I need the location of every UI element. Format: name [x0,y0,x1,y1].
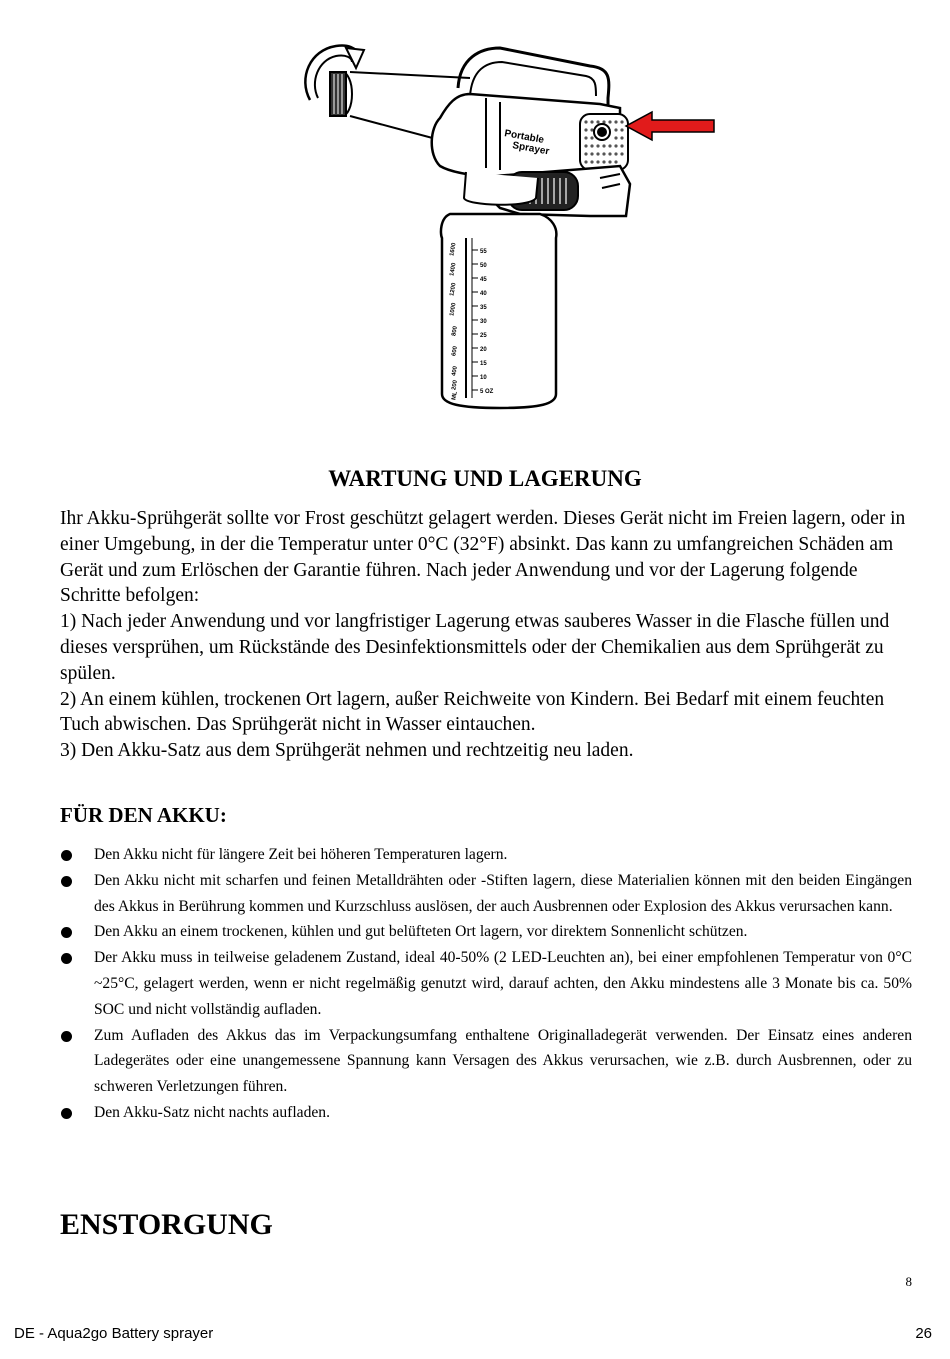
bullet-icon [61,927,72,938]
maintenance-step-1: 1) Nach jeder Anwendung und vor langfristiger Lagerung etwas sauberes Wasser in die Flasche füllen und dieses versprühen, um Rückstände des Desinfektionsmittels oder der Chemikalien aus dem Sprühgerät zu spülen. [60,611,890,684]
list-item [60,868,912,920]
scale-left-1: 1600 [449,242,458,257]
scale-right-11: 5 OZ [480,389,494,395]
scale-right-6: 30 [480,319,487,325]
section-heading-akku: FÜR DEN AKKU: [60,803,227,827]
bullet-icon [61,876,72,887]
bullet-icon [61,850,72,861]
list-item-text: Den Akku nicht mit scharfen und feinen Metalldrähten oder -Stiften lagern, diese Materialien können mit den beiden Eingängen des Akkus in Berührung kommen und Kurzschluss auslösen, der auch Ausbrennen oder Explosion des Akkus verursachen kann. [94,871,912,915]
list-item [60,842,912,868]
section-heading-wartung: WARTUNG UND LAGERUNG [328,466,642,491]
list-item [60,919,912,945]
page-number: 8 [905,1274,912,1289]
scale-right-4: 40 [480,291,487,297]
footer-page-number: 26 [915,1325,932,1342]
scale-left-2: 1400 [449,262,458,277]
device-label-line1: Portable [503,128,545,146]
list-item-text: Der Akku muss in teilweise geladenem Zustand, ideal 40-50% (2 LED-Leuchten an), bei einer empfohlenen Temperatur von 0°C ~25°C, gelagert werden, wenn er nicht regelmäßig genutzt wird, darauf achten, den Akku mindestens alle 3 Monate bis ca. 50% SOC und nicht vollständig aufladen. [94,949,912,1018]
bullet-icon [61,1108,72,1119]
footer-document-title: DE - Aqua2go Battery sprayer [14,1325,214,1342]
scale-left-4: 1000 [449,302,458,317]
scale-left-5: 800 [451,325,459,337]
scale-right-5: 35 [480,305,487,311]
scale-right-1: 55 [480,249,487,255]
battery-list [60,842,912,1126]
scale-right-7: 25 [480,333,487,339]
maintenance-step-2: 2) An einem kühlen, trockenen Ort lagern, außer Reichweite von Kindern. Bei Bedarf mit einem feuchten Tuch abwischen. Das Sprühgerät nicht in Wasser eintauchen. [60,688,885,736]
list-item [60,1023,912,1100]
scale-right-10: 10 [480,375,487,381]
section-heading-entsorgung: ENSTORGUNG [60,1208,273,1241]
list-item-text: Den Akku nicht für längere Zeit bei höheren Temperaturen lagern. [94,846,508,863]
bottle [441,214,556,408]
sprayer-illustration [290,38,730,410]
vent-grille [580,114,628,170]
scale-right-3: 45 [480,277,487,283]
scale-left-6: 600 [451,345,459,357]
scale-left-3: 1200 [449,282,458,297]
device-label-line2: Sprayer [511,140,551,158]
list-item-text: Zum Aufladen des Akkus das im Verpackungsumfang enthaltene Originalladegerät verwenden. Der Einsatz eines anderen Ladegerätes oder eine unangemessene Spannung kann Versagen des Akkus verursachen, wie z.B. durch Ausbrennen, oder zu schweren Verletzungen führen. [94,1026,912,1096]
scale-right-2: 50 [480,263,487,269]
scale-left-7: 400 [451,365,459,377]
list-item [60,1100,912,1126]
bullet-icon [61,953,72,964]
list-item [60,945,912,1022]
pointer-arrow-icon [626,112,714,140]
scale-left-8: 200 [451,379,459,391]
maintenance-intro: Ihr Akku-Sprühgerät sollte vor Frost geschützt gelagert werden. Dieses Gerät nicht im Freien lagern, oder in einer Umgebung, in der die Temperatur unter 0°C (32°F) absinkt. Das kann zu umfangreichen Schäden am Gerät und zum Erlöschen der Garantie führen. Nach jeder Anwendung und vor der Lagerung folgende Schritte befolgen: [60,508,906,607]
list-item-text: Den Akku an einem trockenen, kühlen und gut belüfteten Ort lagern, vor direktem Sonnenlicht schützen. [94,923,748,941]
maintenance-text [60,506,920,764]
maintenance-step-3: 3) Den Akku-Satz aus dem Sprühgerät nehmen und rechtzeitig neu laden. [60,740,634,762]
bullet-icon [61,1031,72,1042]
list-item-text: Den Akku-Satz nicht nachts aufladen. [94,1103,330,1121]
scale-right-8: 20 [480,347,487,353]
scale-left-9: ML [451,391,459,401]
scale-right-9: 15 [480,361,487,367]
